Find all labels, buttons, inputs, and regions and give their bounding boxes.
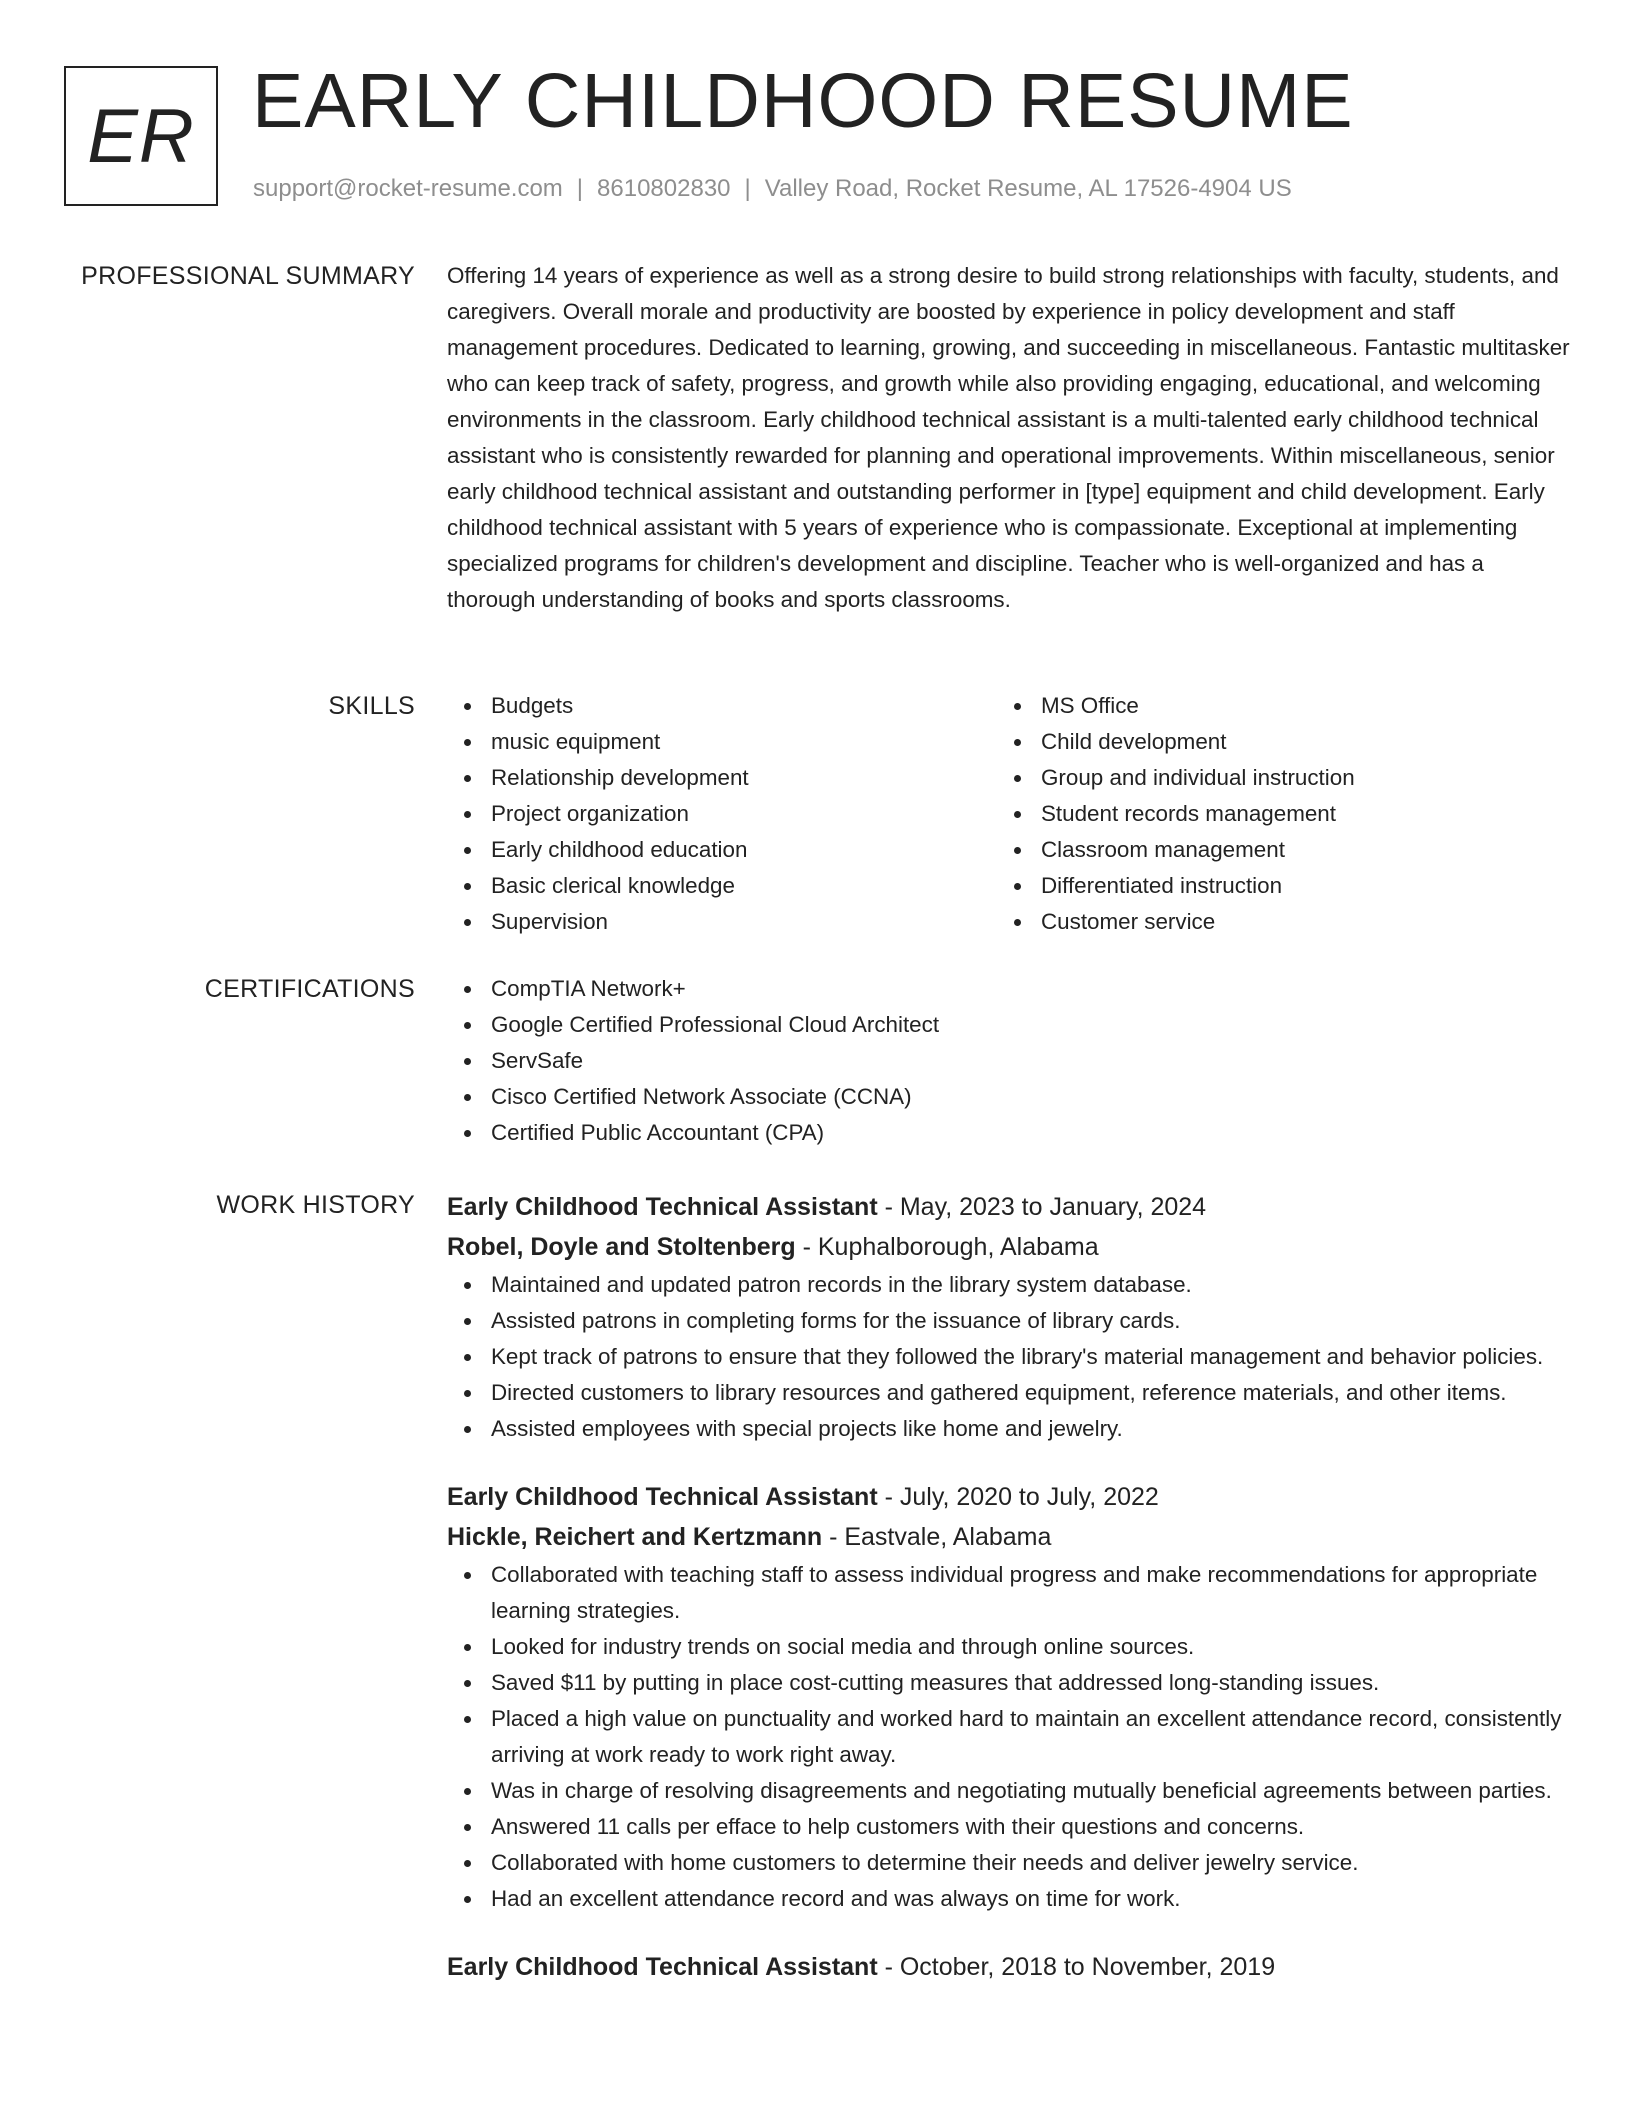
job-company-line xyxy=(447,1517,1577,1557)
job-title-line xyxy=(447,1947,1577,1987)
certification-item: Certified Public Accountant (CPA) xyxy=(447,1115,1577,1151)
skill-item: Relationship development xyxy=(447,760,749,796)
summary-heading: PROFESSIONAL SUMMARY xyxy=(81,262,415,290)
job-entry xyxy=(447,1947,1577,1987)
job-duty-item: Placed a high value on punctuality and worked hard to maintain an excellent attendance record, consistently arriving at work ready to work right away. xyxy=(447,1701,1577,1773)
skills-list-left xyxy=(447,688,749,940)
certifications-heading: CERTIFICATIONS xyxy=(204,975,415,1003)
job-duty-item: Directed customers to library resources and gathered equipment, reference materials, and other items. xyxy=(447,1375,1577,1411)
job-location: - Eastvale, Alabama xyxy=(822,1523,1052,1551)
job-duty-item: Collaborated with teaching staff to assess individual progress and make recommendations for appropriate learning strategies. xyxy=(447,1557,1577,1629)
job-duty-item: Collaborated with home customers to determine their needs and deliver jewelry service. xyxy=(447,1845,1577,1881)
contact-separator: | xyxy=(744,175,751,202)
skills-list-right xyxy=(997,688,1355,940)
contact-line xyxy=(253,172,1292,206)
skill-item: Group and individual instruction xyxy=(997,760,1355,796)
summary-body xyxy=(447,258,1577,618)
skills-body xyxy=(447,688,1577,934)
skill-item: Project organization xyxy=(447,796,749,832)
certifications-body xyxy=(447,971,1577,1151)
skill-item: Customer service xyxy=(997,904,1355,940)
job-duty-item: Looked for industry trends on social media and through online sources. xyxy=(447,1629,1577,1665)
job-dates: - May, 2023 to January, 2024 xyxy=(877,1193,1207,1221)
work-history-heading: WORK HISTORY xyxy=(216,1191,415,1219)
job-duty-item: Was in charge of resolving disagreements and negotiating mutually beneficial agreements between parties. xyxy=(447,1773,1577,1809)
job-duty-item: Kept track of patrons to ensure that they followed the library's material management and behavior policies. xyxy=(447,1339,1577,1375)
job-duty-item: Assisted patrons in completing forms for the issuance of library cards. xyxy=(447,1303,1577,1339)
job-duties-list xyxy=(447,1267,1577,1447)
certification-item: Google Certified Professional Cloud Architect xyxy=(447,1007,1577,1043)
skill-item: Supervision xyxy=(447,904,749,940)
job-title-line xyxy=(447,1187,1577,1227)
skill-item: Basic clerical knowledge xyxy=(447,868,749,904)
job-entry xyxy=(447,1187,1577,1447)
skill-item: Child development xyxy=(997,724,1355,760)
skill-item: Student records management xyxy=(997,796,1355,832)
certification-item: ServSafe xyxy=(447,1043,1577,1079)
job-title: Early Childhood Technical Assistant xyxy=(447,1953,878,1981)
skill-item: Early childhood education xyxy=(447,832,749,868)
contact-separator: | xyxy=(576,175,584,202)
contact-email: support@rocket-resume.com xyxy=(253,175,563,202)
job-location: - Kuphalborough, Alabama xyxy=(795,1233,1099,1261)
work-history-body xyxy=(447,1187,1577,1987)
skill-item: music equipment xyxy=(447,724,749,760)
monogram-logo: ER xyxy=(64,66,218,206)
job-dates: - July, 2020 to July, 2022 xyxy=(877,1483,1159,1511)
job-duty-item: Assisted employees with special projects like home and jewelry. xyxy=(447,1411,1577,1447)
job-duties-list xyxy=(447,1557,1577,1917)
job-dates: - October, 2018 to November, 2019 xyxy=(877,1953,1276,1981)
resume-title: EARLY CHILDHOOD RESUME xyxy=(252,58,1354,144)
skill-item: MS Office xyxy=(997,688,1355,724)
skill-item: Differentiated instruction xyxy=(997,868,1355,904)
summary-text: Offering 14 years of experience as well as a strong desire to build strong relationships with faculty, students, and caregivers. Overall morale and productivity are boosted by experience in policy development and staff management procedures. Dedicated to learning, growing, and succeeding in miscellaneous. Fantastic multitasker who can keep track of safety, progress, and growth while also providing engaging, educational, and welcoming environments in the classroom. Early childhood technical assistant is a multi-talented early childhood technical assistant who is consistently rewarded for planning and operational improvements. Within miscellaneous, senior early childhood technical assistant and outstanding performer in [type] equipment and child development. Early childhood technical assistant with 5 years of experience who is compassionate. Exceptional at implementing specialized programs for children's development and discipline. Teacher who is well-organized and has a thorough understanding of books and sports classrooms. xyxy=(447,263,1570,612)
skill-item: Budgets xyxy=(447,688,749,724)
job-duty-item: Had an excellent attendance record and was always on time for work. xyxy=(447,1881,1577,1917)
job-company-line xyxy=(447,1227,1577,1267)
job-entry xyxy=(447,1477,1577,1917)
job-duty-item: Maintained and updated patron records in the library system database. xyxy=(447,1267,1577,1303)
certification-item: Cisco Certified Network Associate (CCNA) xyxy=(447,1079,1577,1115)
skills-heading: SKILLS xyxy=(328,692,415,720)
job-duty-item: Answered 11 calls per efface to help customers with their questions and concerns. xyxy=(447,1809,1577,1845)
job-duty-item: Saved $11 by putting in place cost-cutting measures that addressed long-standing issues. xyxy=(447,1665,1577,1701)
job-company: Hickle, Reichert and Kertzmann xyxy=(447,1523,823,1551)
job-title-line xyxy=(447,1477,1577,1517)
job-company: Robel, Doyle and Stoltenberg xyxy=(447,1233,796,1261)
job-title: Early Childhood Technical Assistant xyxy=(447,1193,878,1221)
certification-item: CompTIA Network+ xyxy=(447,971,1577,1007)
job-title: Early Childhood Technical Assistant xyxy=(447,1483,878,1511)
contact-address: Valley Road, Rocket Resume, AL 17526-4904 US xyxy=(764,175,1292,202)
skill-item: Classroom management xyxy=(997,832,1355,868)
contact-phone: 8610802830 xyxy=(597,175,731,202)
certifications-list xyxy=(447,971,1577,1151)
